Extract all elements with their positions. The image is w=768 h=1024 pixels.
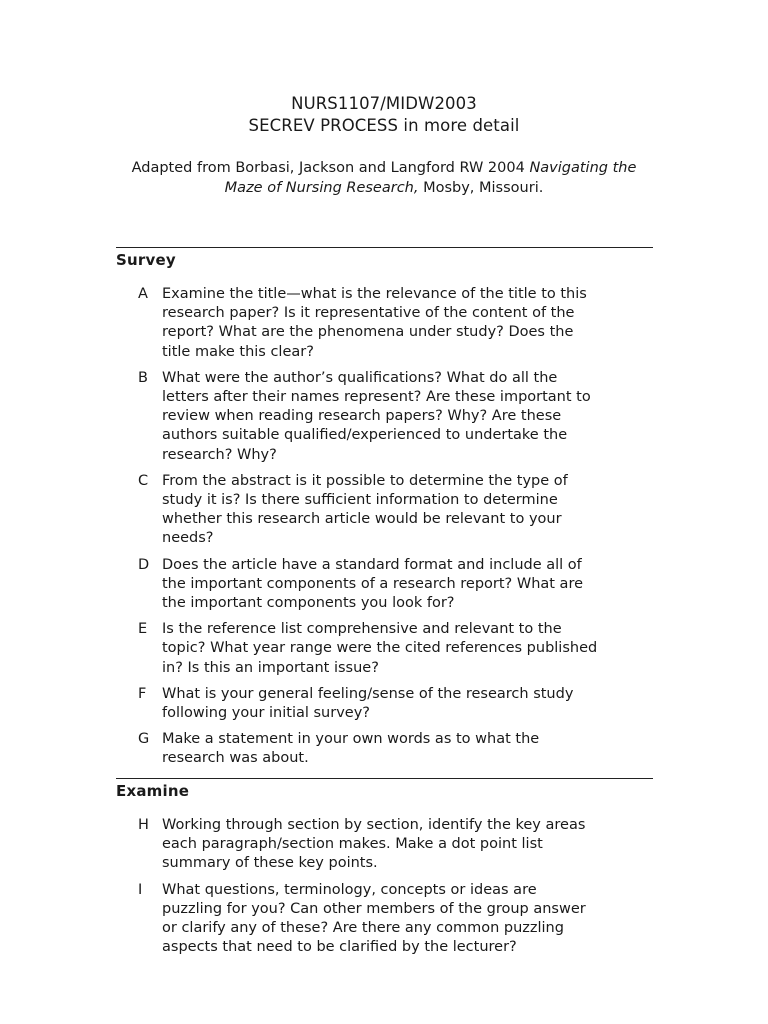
list-item <box>138 881 658 958</box>
examine-list <box>138 816 658 964</box>
item-text: Examine the title—what is the relevance of the title to this research paper? Is it representative of the content of the report? What are the phenomena under study? Does the title make this clear? <box>162 286 587 360</box>
source-prefix: Adapted from Borbasi, Jackson and Langford RW 2004 <box>131 160 530 176</box>
list-item <box>138 472 658 549</box>
list-item <box>138 620 658 678</box>
item-letter: G <box>138 731 150 748</box>
item-letter: A <box>138 286 148 302</box>
section-divider-examine <box>116 778 653 779</box>
course-code: NURS1107/MIDW2003 <box>291 94 477 113</box>
list-item <box>138 369 658 465</box>
source-suffix: Mosby, Missouri. <box>418 180 544 196</box>
list-item <box>138 685 658 723</box>
item-letter: H <box>138 817 149 833</box>
list-item <box>138 556 658 614</box>
item-letter: F <box>138 685 147 702</box>
section-heading-examine: Examine <box>116 782 190 800</box>
item-letter: B <box>138 369 148 386</box>
item-text: What questions, terminology, concepts or ideas are puzzling for you? Can other members of the group answer or clarify any of these? Are there any common puzzling aspects that need to be clarified by the lecturer? <box>162 881 586 956</box>
title-block <box>0 93 768 137</box>
item-letter: E <box>138 621 148 638</box>
item-text: Working through section by section, identify the key areas each paragraph/section makes. Make a dot point list summary of these key points. <box>162 817 586 872</box>
list-item <box>138 730 658 768</box>
item-text: What is your general feeling/sense of the research study following your initial survey? <box>162 685 574 722</box>
item-text: Make a statement in your own words as to what the research was about. <box>162 731 540 767</box>
item-letter: I <box>138 881 143 898</box>
list-item <box>138 816 658 874</box>
source-citation <box>116 158 652 198</box>
item-letter: C <box>138 472 149 489</box>
item-text: Does the article have a standard format and include all of the important components of a research report? What are the important components you look for? <box>162 556 584 612</box>
page-title: SECREV PROCESS in more detail <box>248 116 520 135</box>
list-item <box>138 285 658 362</box>
item-letter: D <box>138 556 150 573</box>
item-text: What were the author’s qualifications? What do all the letters after their names represent? Are these important to review when reading research papers? Why? Are these authors suitable qualified/experienced to undertake the research? Why? <box>162 369 591 463</box>
survey-list <box>138 285 658 776</box>
item-text: Is the reference list comprehensive and relevant to the topic? What year range were the cited references published in? Is this an important issue? <box>162 621 598 676</box>
item-text: From the abstract is it possible to determine the type of study it is? Is there sufficient information to determine whether this research article would be relevant to your needs? <box>162 472 568 547</box>
section-divider-survey <box>116 247 653 248</box>
section-heading-survey: Survey <box>116 251 176 269</box>
source-book-title: Navigating the Maze of Nursing Research, <box>224 160 637 196</box>
